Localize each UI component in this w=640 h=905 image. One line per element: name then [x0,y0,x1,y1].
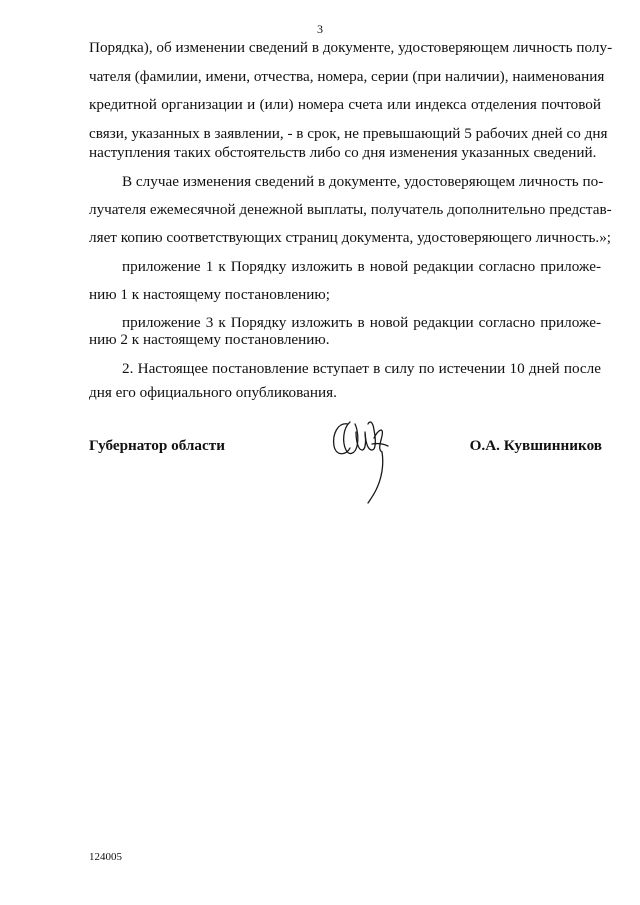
signatory-name: О.А. Кувшинников [469,437,602,454]
text-line: кредитной организации и (или) номера счета или индекса отделения почтовой [89,96,601,113]
document-code: 124005 [89,851,122,863]
text-line: нию 1 к настоящему постановлению; [89,286,330,303]
text-line: 2. Настоящее постановление вступает в силу по истечении 10 дней после [122,360,601,377]
text-line: наступления таких обстоятельств либо со дня изменения указанных сведений. [89,144,597,161]
text-line: лучателя ежемесячной денежной выплаты, получатель дополнительно представ- [89,201,612,218]
text-line: В случае изменения сведений в документе, удостоверяющем личность по- [122,173,604,190]
signatory-title: Губернатор области [89,437,225,454]
text-line: связи, указанных в заявлении, - в срок, не превышающий 5 рабочих дней со дня [89,125,608,142]
text-line: приложение 1 к Порядку изложить в новой редакции согласно приложе- [122,258,601,275]
text-line: ляет копию соответствующих страниц документа, удостоверяющего личность.»; [89,229,612,246]
text-line: чателя (фамилии, имени, отчества, номера, серии (при наличии), наименования [89,68,605,85]
handwritten-signature [328,410,398,505]
page-number: 3 [317,22,323,36]
text-line: нию 2 к настоящему постановлению. [89,331,330,348]
text-line: приложение 3 к Порядку изложить в новой редакции согласно приложе- [122,314,601,331]
text-line: дня его официального опубликования. [89,384,337,401]
text-line: Порядка), об изменении сведений в документе, удостоверяющем личность полу- [89,39,613,56]
